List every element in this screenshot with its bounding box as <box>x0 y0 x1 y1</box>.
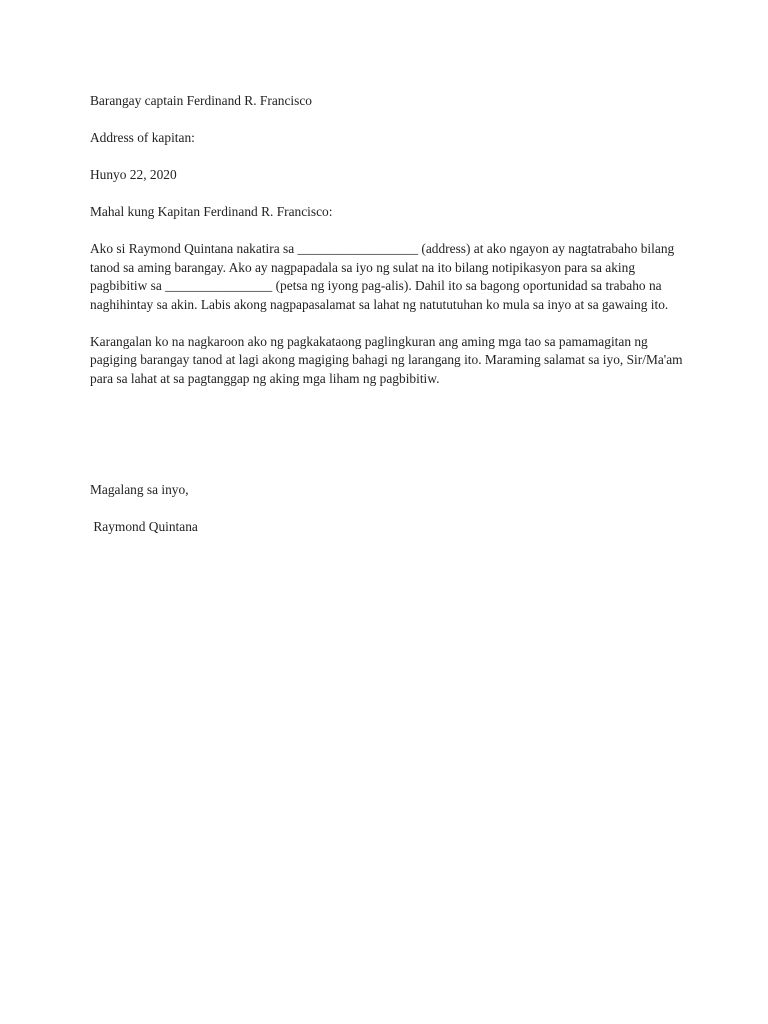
resignation-letter <box>90 92 690 537</box>
date-line: Hunyo 22, 2020 <box>90 167 177 182</box>
address-line: Address of kapitan: <box>90 130 195 145</box>
body-paragraph-2: Karangalan ko na nagkaroon ako ng pagkakataong paglingkuran ang aming mga tao sa pamamagitan ng pagiging barangay tanod at lagi akong magiging bahagi ng larangang ito. Maraming salamat sa iyo, Sir/Ma'am para sa lahat at sa pagtanggap ng aking mga liham ng pagbibitiw. <box>90 333 686 386</box>
signature-name: Raymond Quintana <box>90 519 198 534</box>
salutation-line: Mahal kung Kapitan Ferdinand R. Francisco: <box>90 204 333 219</box>
recipient-line: Barangay captain Ferdinand R. Francisco <box>90 93 312 108</box>
body-paragraph-1: Ako si Raymond Quintana nakatira sa __________________ (address) at ako ngayon ay nagtatrabaho bilang tanod sa aming barangay. Ako ay nagpapadala sa iyo ng sulat na ito bilang notipikasyon para sa aking pagbibitiw sa ________________ (petsa ng iyong pag-alis). Dahil ito sa bagong oportunidad sa trabaho na naghihintay sa akin. Labis akong nagpapasalamat sa lahat ng natututuhan ko mula sa inyo at sa gawaing ito. <box>90 241 678 312</box>
closing-line: Magalang sa inyo, <box>90 482 189 497</box>
